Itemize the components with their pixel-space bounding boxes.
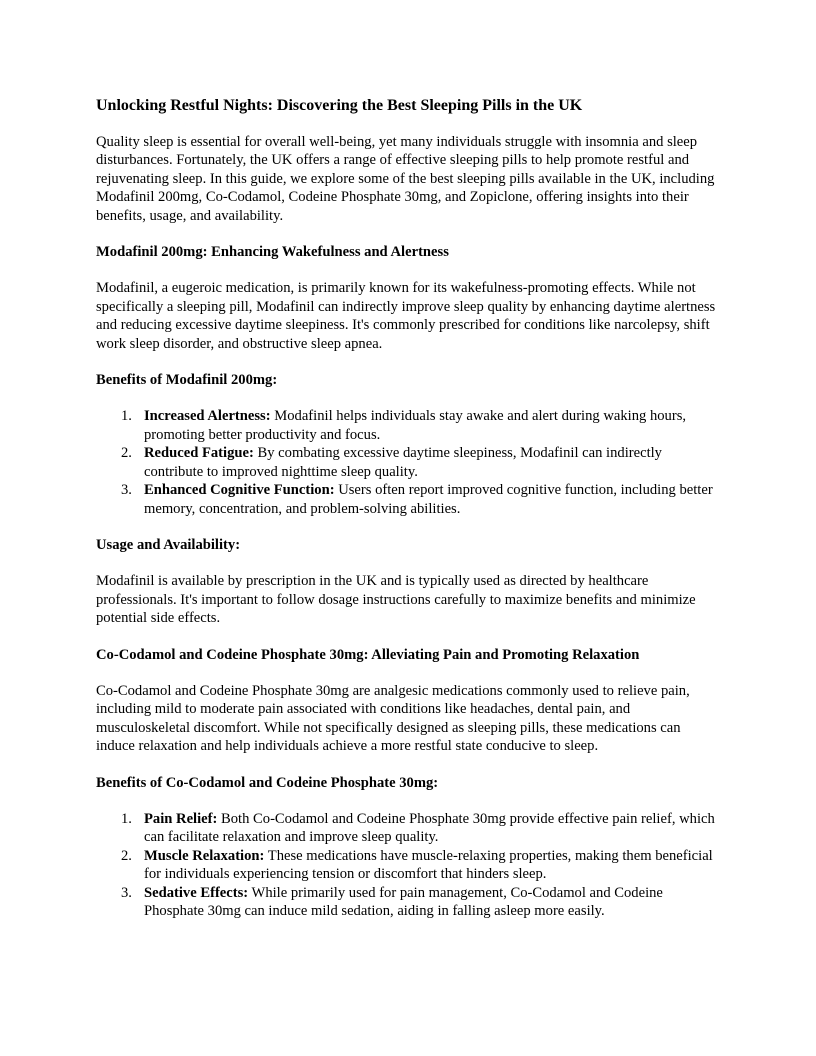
modafinil-paragraph: Modafinil, a eugeroic medication, is primarily known for its wakefulness-promoting effects. While not specifically a sleeping pill, Modafinil can indirectly improve sleep quality by enhancing daytime alertness and reducing excessive daytime sleepiness. It's commonly prescribed for conditions like narcolepsy, shift work sleep disorder, and obstructive sleep apnea. [96, 280, 716, 352]
list-item [96, 407, 720, 444]
benefit-text: Users often report improved cognitive function, including better memory, concentration, and problem-solving abilities. [144, 482, 713, 517]
benefit-text: These medications have muscle-relaxing properties, making them beneficial for individuals experiencing tension or discomfort that hinders sleep. [144, 847, 713, 883]
benefit-text: Modafinil helps individuals stay awake and alert during waking hours, promoting better productivity and focus. [144, 408, 687, 443]
list-number: 2. [121, 445, 132, 462]
list-number: 3. [121, 884, 132, 901]
modafinil-benefits-list [96, 407, 720, 517]
list-number: 2. [121, 847, 132, 864]
list-number: 1. [121, 408, 132, 425]
cocodamol-benefits-heading: Benefits of Co-Codamol and Codeine Phosphate 30mg: [96, 774, 439, 791]
document-page [96, 95, 720, 938]
list-number: 1. [121, 810, 132, 827]
modafinil-heading: Modafinil 200mg: Enhancing Wakefulness and Alertness [96, 244, 449, 261]
list-item [96, 884, 720, 921]
benefit-text: Both Co-Codamol and Codeine Phosphate 30mg provide effective pain relief, which can facilitate relaxation and improve sleep quality. [144, 810, 715, 846]
page-title: Unlocking Restful Nights: Discovering the Best Sleeping Pills in the UK [96, 97, 583, 114]
list-number: 3. [121, 482, 132, 499]
cocodamol-heading: Co-Codamol and Codeine Phosphate 30mg: Alleviating Pain and Promoting Relaxation [96, 646, 640, 663]
cocodamol-benefits-list [96, 810, 720, 920]
modafinil-benefits-heading: Benefits of Modafinil 200mg: [96, 372, 278, 389]
benefit-term: Muscle Relaxation: [144, 847, 265, 864]
intro-paragraph: Quality sleep is essential for overall well-being, yet many individuals struggle with insomnia and sleep disturbances. Fortunately, the UK offers a range of effective sleeping pills to help promote restful and rejuvenating sleep. In this guide, we explore some of the best sleeping pills available in the UK, including Modafinil 200mg, Co-Codamol, Codeine Phosphate 30mg, and Zopiclone, offering insights into their benefits, usage, and availability. [96, 134, 715, 224]
benefit-term: Sedative Effects: [144, 884, 249, 901]
list-item [96, 847, 720, 884]
usage-paragraph: Modafinil is available by prescription in the UK and is typically used as directed by healthcare professionals. It's important to follow dosage instructions carefully to maximize benefits and minimize potential side effects. [96, 573, 696, 627]
benefit-term: Pain Relief: [144, 810, 218, 827]
benefit-text: By combating excessive daytime sleepiness, Modafinil can indirectly contribute to improved nighttime sleep quality. [144, 445, 662, 480]
benefit-term: Increased Alertness: [144, 408, 271, 425]
list-item [96, 444, 720, 481]
cocodamol-paragraph: Co-Codamol and Codeine Phosphate 30mg are analgesic medications commonly used to relieve pain, including mild to moderate pain associated with conditions like headaches, dental pain, and musculoskeletal discomfort. While not specifically designed as sleeping pills, these medications can induce relaxation and help individuals achieve a more restful state conducive to sleep. [96, 682, 690, 755]
benefit-term: Reduced Fatigue: [144, 445, 254, 462]
usage-heading: Usage and Availability: [96, 536, 241, 553]
list-item [96, 810, 720, 847]
benefit-term: Enhanced Cognitive Function: [144, 482, 335, 499]
benefit-text: While primarily used for pain management, Co-Codamol and Codeine Phosphate 30mg can induce mild sedation, aiding in falling asleep more easily. [144, 884, 663, 919]
list-item [96, 481, 720, 518]
